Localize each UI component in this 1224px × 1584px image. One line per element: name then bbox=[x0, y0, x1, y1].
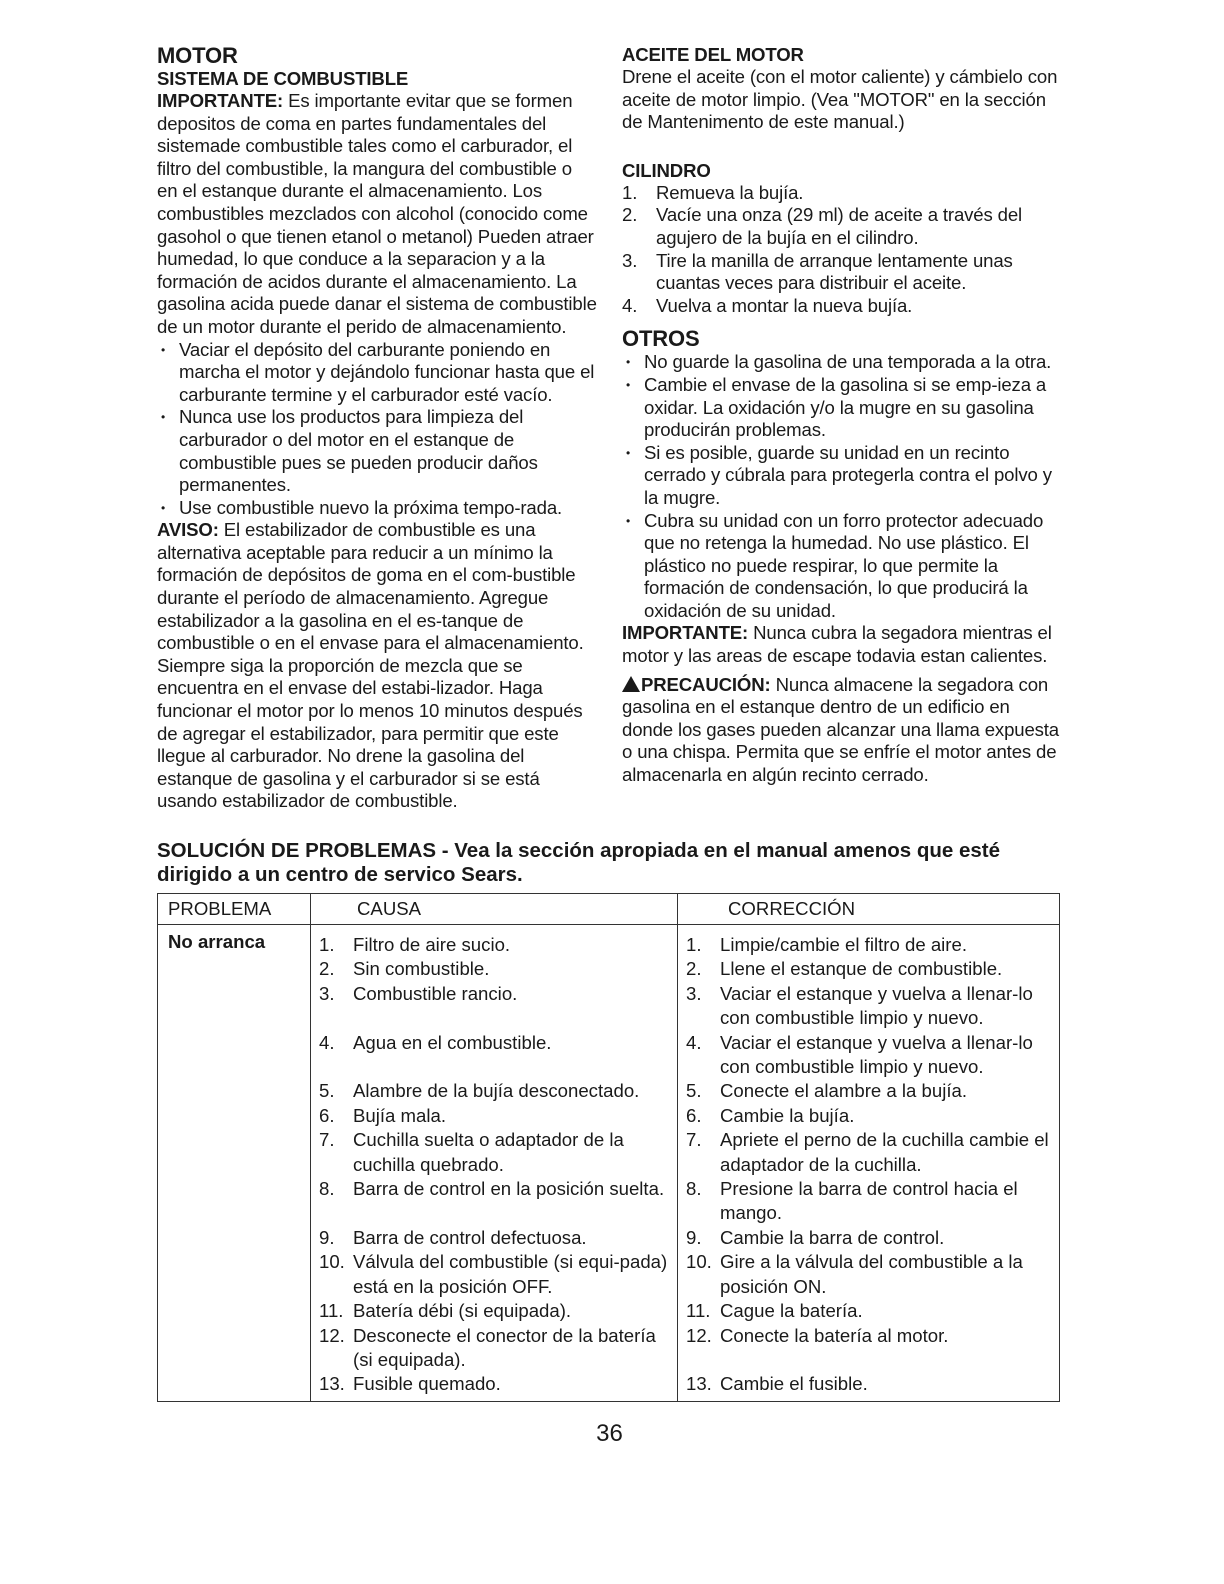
list-item: • Use combustible nuevo la próxima tempo-rada. bbox=[157, 497, 597, 520]
list-item: • Cambie el envase de la gasolina si se emp-ieza a oxidar. La oxidación y/o la mugre en su gasolina producirán problemas. bbox=[622, 374, 1062, 442]
item-number: 10. bbox=[686, 1251, 712, 1273]
troubleshooting-table bbox=[157, 893, 1060, 1402]
list-item: • Cubra su unidad con un forro protector adecuado que no retenga la humedad. No use plástico. El plástico no puede respirar, lo que permite la formación de condensación, lo que producirá la oxidación de su unidad. bbox=[622, 510, 1062, 623]
list-item bbox=[622, 250, 1062, 295]
correction-text: Llene el estanque de combustible. bbox=[720, 958, 1003, 980]
correction-cell bbox=[686, 1079, 1059, 1103]
troubleshooting-title: SOLUCIÓN DE PROBLEMAS - Vea la sección apropiada en el manual amenos que esté dirigido a un centro de servico Sears. bbox=[157, 839, 1001, 886]
item-number: 5. bbox=[686, 1080, 702, 1102]
cause-correction-area bbox=[311, 925, 1059, 1401]
correction-cell bbox=[686, 1324, 1059, 1373]
important-paragraph bbox=[622, 622, 1062, 667]
cause-text: Válvula del combustible (si equi-pada) está en la posición OFF. bbox=[353, 1251, 668, 1297]
item-number: 2. bbox=[319, 958, 335, 980]
important-text: Es importante evitar que se formen depositos de coma en partes fundamentales del sistemade combustible tales como el carburador, el filtro del combustible, la mangura del combustible o en el estanque durante el almacenamiento. Los combustibles mezclados con alcohol (conocido come gasohol o que tienen etanol o metanol) Pueden atraer humedad, lo que conduce a la separacion y a la formación de acidos durante el almacenamiento. La gasolina acida puede danar el sistema de combustible de un motor durante el perido de almacenamiento. bbox=[157, 90, 597, 337]
list-item: • No guarde la gasolina de una temporada a la otra. bbox=[622, 351, 1062, 374]
list-item: • Vaciar el depósito del carburante poniendo en marcha el motor y dejándolo funcionar hasta que el carburante termine y el carburador esté vacío. bbox=[157, 339, 597, 407]
cause-text: Sin combustible. bbox=[353, 958, 490, 980]
item-number: 9. bbox=[686, 1226, 702, 1248]
table-row bbox=[319, 1177, 1059, 1226]
table-rows bbox=[311, 925, 1059, 1401]
item-number: 6. bbox=[319, 1104, 335, 1126]
item-number: 2. bbox=[686, 958, 702, 980]
cause-text: Barra de control en la posición suelta. bbox=[353, 1178, 665, 1200]
item-number: 11. bbox=[686, 1300, 711, 1322]
step-number: 3. bbox=[622, 249, 638, 271]
cylinder-steps bbox=[622, 182, 1062, 318]
step-text: Vuelva a montar la nueva bujía. bbox=[656, 294, 913, 316]
correction-text: Vaciar el estanque y vuelva a llenar-lo con combustible limpio y nuevo. bbox=[720, 1031, 1033, 1078]
cause-text: Alambre de la bujía desconectado. bbox=[353, 1080, 640, 1102]
cause-text: Cuchilla suelta o adaptador de la cuchilla quebrado. bbox=[353, 1129, 624, 1175]
table-row bbox=[319, 1250, 1059, 1299]
table-row bbox=[319, 1128, 1059, 1177]
cause-cell bbox=[319, 1031, 678, 1080]
subsection-title-fuel-system: SISTEMA DE COMBUSTIBLE bbox=[157, 68, 409, 89]
correction-cell bbox=[686, 1104, 1059, 1128]
item-number: 3. bbox=[686, 982, 702, 1004]
step-number: 1. bbox=[622, 181, 638, 203]
cause-cell bbox=[319, 1079, 678, 1103]
item-number: 13. bbox=[686, 1373, 712, 1395]
engine-oil-text: Drene el aceite (con el motor caliente) y cámbielo con aceite de motor limpio. (Vea "MOTOR" en la sección de Mantenimento de este manual.) bbox=[622, 66, 1058, 133]
item-number: 4. bbox=[686, 1031, 702, 1053]
fuel-bullet-list bbox=[157, 339, 597, 520]
item-number: 3. bbox=[319, 982, 335, 1004]
step-text: Vacíe una onza (29 ml) de aceite a través del agujero de la bujía en el cilindro. bbox=[656, 204, 1023, 248]
correction-cell bbox=[686, 1299, 1059, 1323]
item-number: 11. bbox=[319, 1300, 344, 1322]
item-number: 12. bbox=[686, 1324, 712, 1346]
list-item bbox=[622, 295, 1062, 318]
step-number: 4. bbox=[622, 294, 638, 316]
table-body bbox=[158, 925, 1059, 1401]
problem-cell: No arranca bbox=[158, 925, 311, 1401]
warning-triangle-icon bbox=[622, 676, 640, 692]
cause-cell bbox=[319, 1250, 678, 1299]
item-number: 12. bbox=[319, 1324, 345, 1346]
item-number: 8. bbox=[686, 1178, 702, 1200]
aviso-text: El estabilizador de combustible es una alternativa aceptable para reducir a un mínimo la formación de depósitos de goma en el com-bustible durante el período de almacenamiento. Agregue estabilizador a la gasolina en el es-tanque de combustible o en el envase para el almacenamiento. Siempre siga la proporción de mezcla que se encuentra en el envase del estabi-lizador. Haga funcionar el motor por lo menos 10 minutos después de agregar el estabilizador, para permitir que este llegue al carburador. No drene la gasolina del estanque de gasolina y el carburador si se está usando estabilizador de combustible. bbox=[157, 519, 584, 812]
caution-label: PRECAUCIÓN: bbox=[641, 673, 771, 695]
correction-cell bbox=[686, 1250, 1059, 1299]
item-number: 7. bbox=[686, 1129, 702, 1151]
table-row bbox=[319, 1104, 1059, 1128]
table-row bbox=[319, 957, 1059, 981]
cause-text: Agua en el combustible. bbox=[353, 1031, 552, 1053]
item-number: 8. bbox=[319, 1178, 335, 1200]
item-number: 5. bbox=[319, 1080, 335, 1102]
aviso-paragraph bbox=[157, 519, 597, 813]
cause-cell bbox=[319, 1177, 678, 1226]
item-number: 1. bbox=[319, 934, 335, 955]
item-number: 9. bbox=[319, 1226, 335, 1248]
header-problem: PROBLEMA bbox=[158, 894, 311, 924]
cause-cell bbox=[319, 1372, 678, 1396]
correction-cell bbox=[686, 1177, 1059, 1226]
cause-cell bbox=[319, 1128, 678, 1177]
section-title-motor: MOTOR bbox=[157, 43, 238, 68]
correction-text: Cambie el fusible. bbox=[720, 1373, 868, 1395]
step-text: Remueva la bujía. bbox=[656, 181, 804, 203]
cause-text: Barra de control defectuosa. bbox=[353, 1226, 587, 1248]
correction-text: Cambie la bujía. bbox=[720, 1104, 855, 1126]
cause-text: Filtro de aire sucio. bbox=[353, 934, 511, 955]
list-item bbox=[622, 182, 1062, 205]
important-paragraph bbox=[157, 90, 597, 339]
cause-text: Fusible quemado. bbox=[353, 1373, 501, 1395]
cause-text: Batería débi (si equipada). bbox=[353, 1300, 572, 1322]
item-number: 10. bbox=[319, 1251, 345, 1273]
important-text: Nunca cubra la segadora mientras el motor y las areas de escape todavia estan calientes. bbox=[622, 622, 1052, 667]
header-cause: CAUSA bbox=[311, 894, 678, 924]
list-item bbox=[622, 204, 1062, 249]
caution-text: Nunca almacene la segadora con gasolina en el estanque dentro de un edificio en donde los gases pueden alcanzar una llama expuesta o una chispa. Permita que se enfríe el motor antes de almacenarla en algún recinto cerrado. bbox=[622, 673, 1059, 786]
correction-text: Gire a la válvula del combustible a la posición ON. bbox=[720, 1251, 1023, 1297]
table-row bbox=[319, 1372, 1059, 1396]
correction-text: Cambie la barra de control. bbox=[720, 1226, 945, 1248]
table-row bbox=[319, 982, 1059, 1031]
cause-cell bbox=[319, 982, 678, 1031]
correction-text: Presione la barra de control hacia el mango. bbox=[720, 1178, 1018, 1224]
correction-text: Vaciar el estanque y vuelva a llenar-lo con combustible limpio y nuevo. bbox=[720, 982, 1033, 1029]
list-item: • Si es posible, guarde su unidad en un recinto cerrado y cúbrala para protegerla contra el polvo y la mugre. bbox=[622, 442, 1062, 510]
cause-text: Combustible rancio. bbox=[353, 982, 518, 1004]
correction-cell bbox=[686, 1128, 1059, 1177]
otros-bullet-list bbox=[622, 351, 1062, 622]
correction-text: Apriete el perno de la cuchilla cambie el adaptador de la cuchilla. bbox=[720, 1129, 1049, 1175]
step-text: Tire la manilla de arranque lentamente unas cuantas veces para distribuir el aceite. bbox=[656, 249, 1013, 294]
important-label: IMPORTANTE: bbox=[622, 622, 749, 644]
table-row bbox=[319, 933, 1059, 957]
subsection-title-engine-oil: ACEITE DEL MOTOR bbox=[622, 44, 804, 65]
section-title-otros: OTROS bbox=[622, 326, 700, 352]
correction-cell bbox=[686, 1226, 1059, 1250]
correction-cell bbox=[686, 933, 1059, 957]
left-column bbox=[157, 44, 597, 813]
table-row bbox=[319, 1079, 1059, 1103]
item-number: 7. bbox=[319, 1129, 335, 1151]
item-number: 6. bbox=[686, 1104, 702, 1126]
list-item: • Nunca use los productos para limpieza del carburador o del motor en el estanque de combustible pues se pueden producir daños permanentes. bbox=[157, 406, 597, 496]
correction-text: Conecte el alambre a la bujía. bbox=[720, 1080, 968, 1102]
correction-cell bbox=[686, 1372, 1059, 1396]
header-correction: CORRECCIÓN bbox=[728, 898, 856, 919]
cause-cell bbox=[319, 1324, 678, 1373]
subsection-title-cylinder: CILINDRO bbox=[622, 159, 711, 181]
cause-cell bbox=[319, 1226, 678, 1250]
table-row bbox=[319, 1324, 1059, 1373]
correction-cell bbox=[686, 957, 1059, 981]
table-header bbox=[158, 894, 1059, 925]
cause-text: Desconecte el conector de la batería (si equipada). bbox=[353, 1324, 656, 1370]
correction-text: Limpie/cambie el filtro de aire. bbox=[720, 934, 967, 955]
important-label: IMPORTANTE: bbox=[157, 90, 284, 111]
table-row bbox=[319, 1226, 1059, 1250]
page-content bbox=[157, 0, 1062, 1468]
cause-cell bbox=[319, 957, 678, 981]
correction-cell bbox=[686, 982, 1059, 1031]
caution-paragraph bbox=[622, 674, 1062, 787]
correction-cell bbox=[686, 1031, 1059, 1080]
cause-text: Bujía mala. bbox=[353, 1104, 447, 1126]
cause-cell bbox=[319, 933, 678, 957]
correction-text: Conecte la batería al motor. bbox=[720, 1324, 949, 1346]
page-number: 36 bbox=[596, 1419, 623, 1447]
cause-cell bbox=[319, 1299, 678, 1323]
two-column-area bbox=[157, 44, 1062, 813]
table-row bbox=[319, 1299, 1059, 1323]
table-row bbox=[319, 1031, 1059, 1080]
item-number: 4. bbox=[319, 1031, 335, 1053]
right-column bbox=[622, 44, 1062, 787]
cause-cell bbox=[319, 1104, 678, 1128]
item-number: 1. bbox=[686, 934, 702, 955]
aviso-label: AVISO: bbox=[157, 519, 219, 541]
correction-text: Cague la batería. bbox=[720, 1300, 863, 1322]
item-number: 13. bbox=[319, 1373, 345, 1395]
step-number: 2. bbox=[622, 204, 638, 226]
